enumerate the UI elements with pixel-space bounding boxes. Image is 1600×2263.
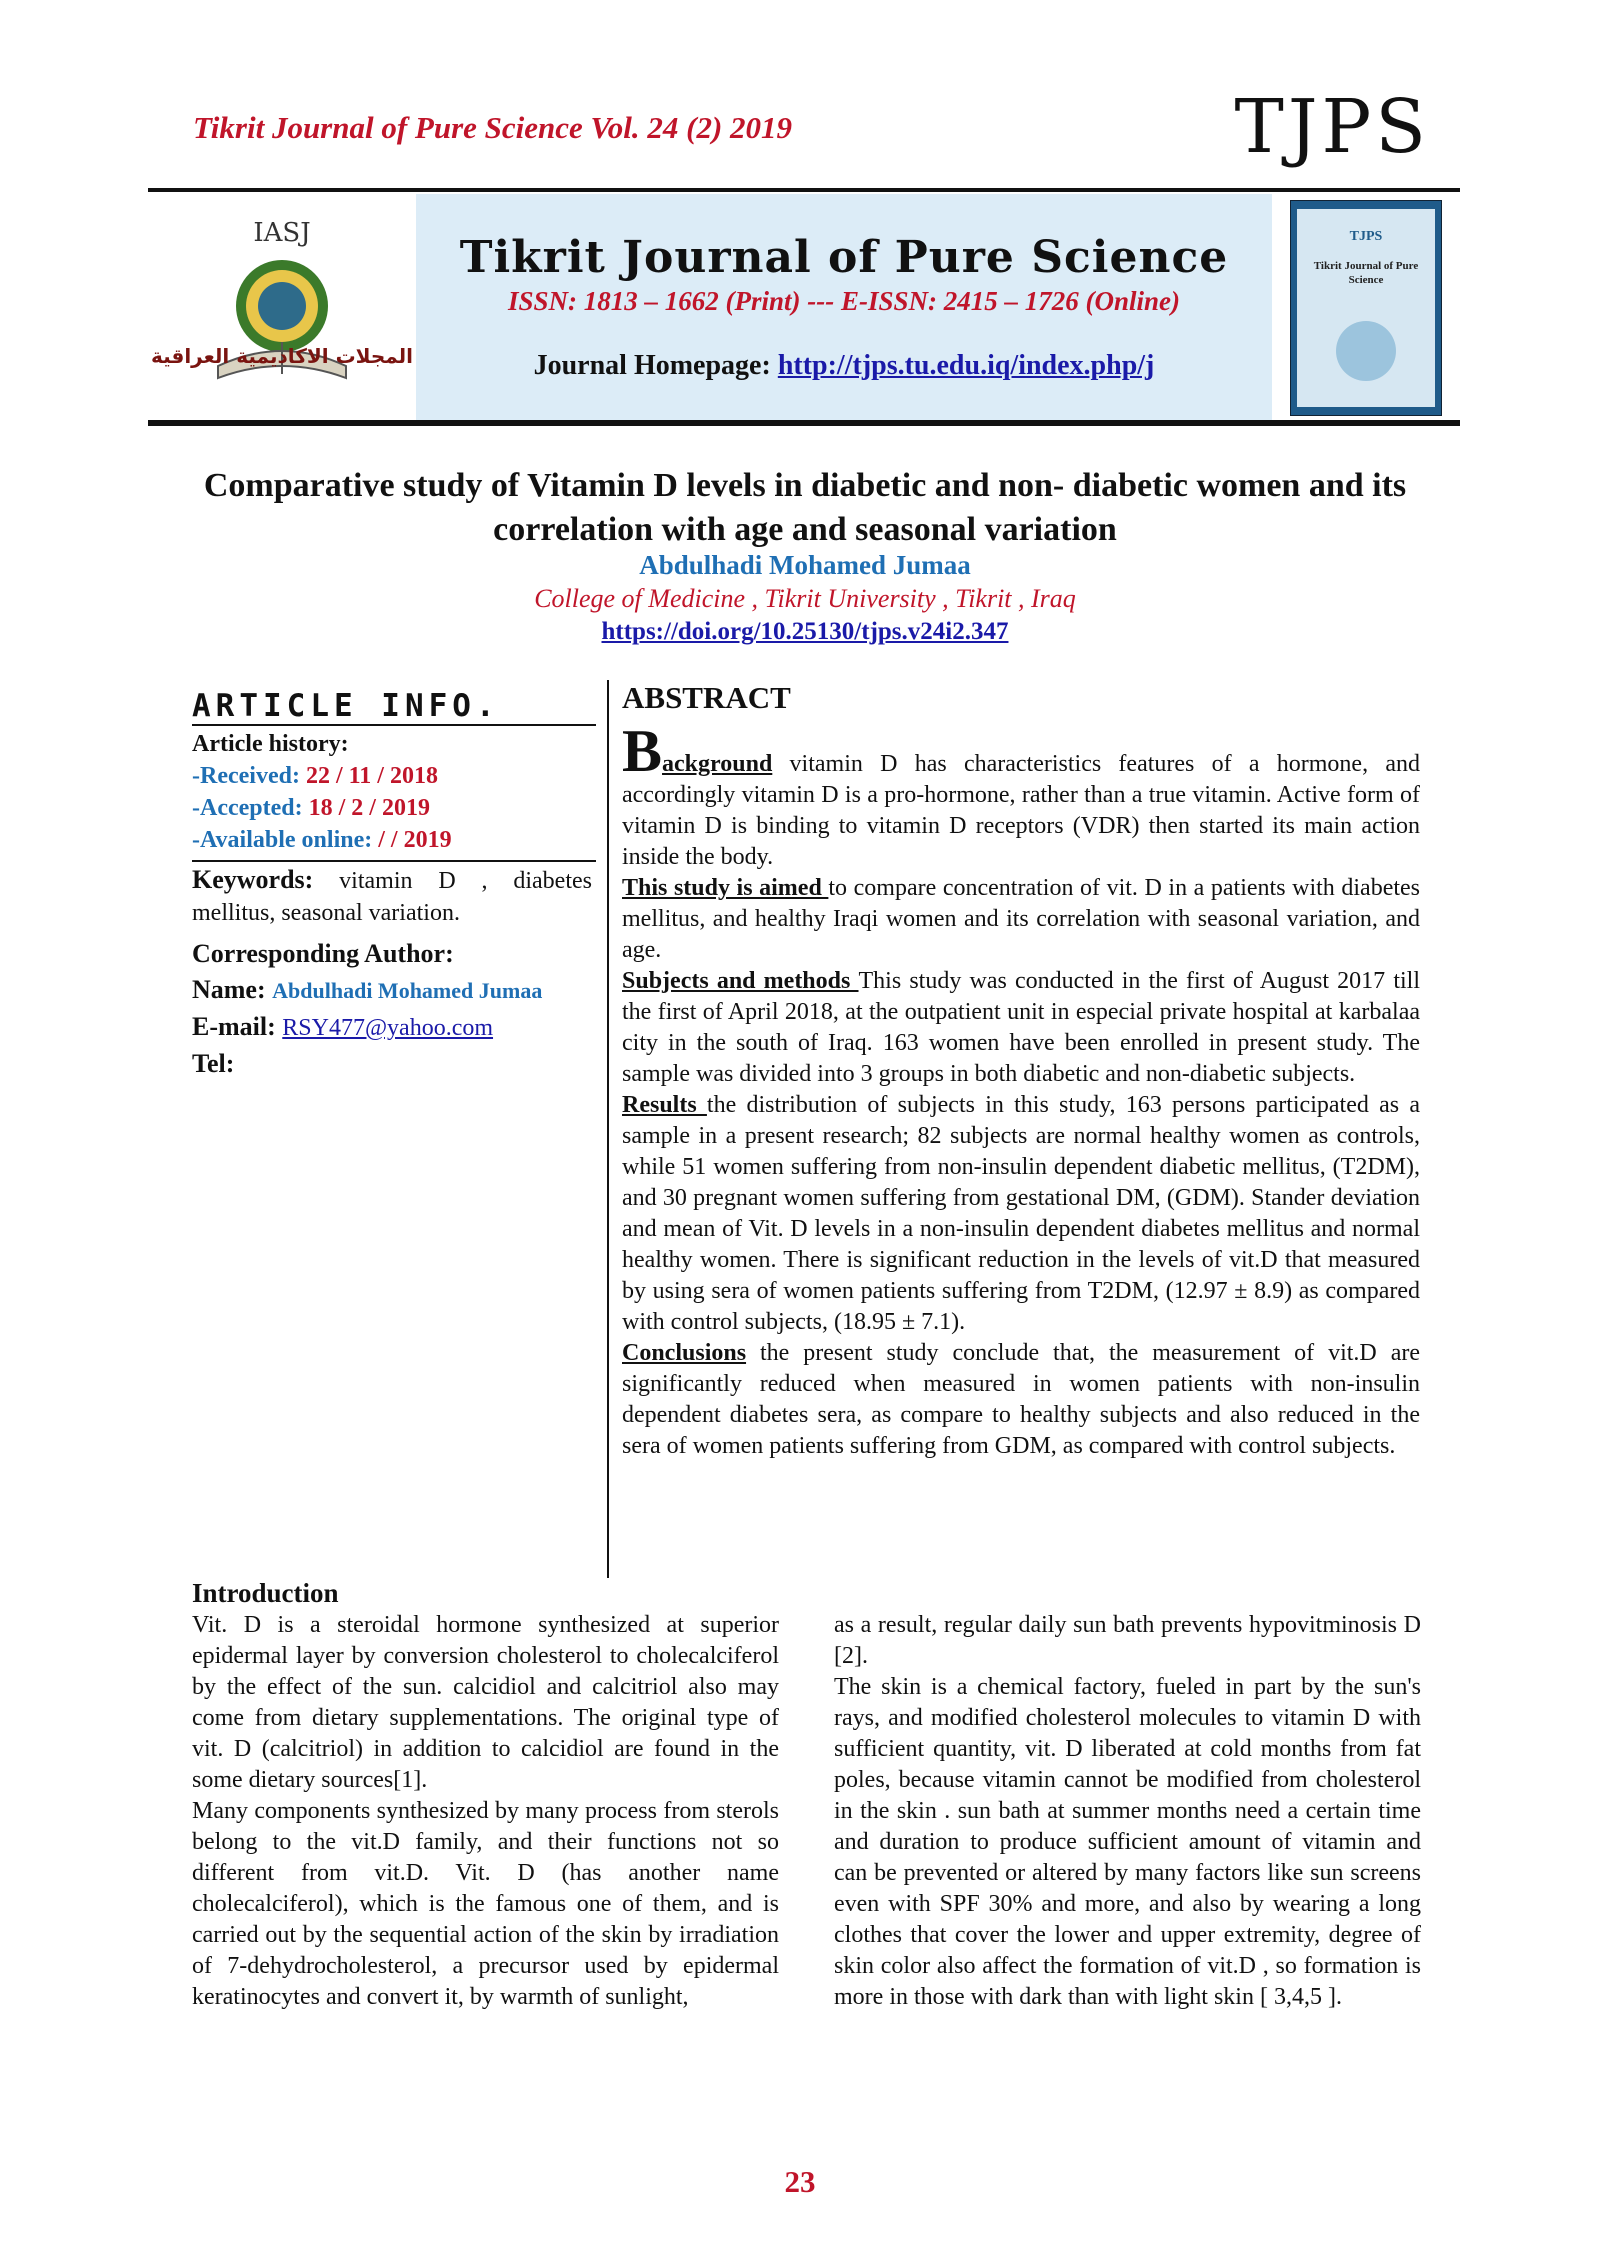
page-number: 23 [784, 2164, 816, 2199]
journal-abbrev: TJPS [1234, 84, 1430, 170]
corresponding-block [192, 936, 592, 1082]
iasj-label: IASJ [253, 218, 311, 248]
cover-abbrev: TJPS [1349, 229, 1383, 244]
intro-paragraph: The skin is a chemical factory, fueled in part by the sun's rays, and modified cholesterol molecules to vitamin D with sufficient quantity, vit. D liberated at cold months from fat poles, because vitamin cannot be modified from cholesterol in the skin . sun bath at summer months need a certain time and duration to produce sufficient amount of vitamin and can be prevented or altered by many factors like sun screens even with SPF 30% and more, and also by wearing a long clothes that cover the lower and upper extremity, degree of skin color also affect the formation of vit.D , so formation is more in those with dark than with light skin [ 3,4,5 ]. [834, 1674, 1421, 2010]
banner-journal-title: Tikrit Journal of Pure Science [459, 232, 1229, 283]
history-label: Article history: [192, 731, 349, 757]
banner-homepage [416, 350, 1272, 382]
conclusions-label: Conclusions [622, 1340, 747, 1366]
article-affiliation: College of Medicine , Tikrit University , Tikrit , Iraq [534, 584, 1076, 613]
column-divider [607, 680, 609, 1578]
intro-paragraph: as a result, regular daily sun bath prevents hypovitminosis D [2]. [834, 1612, 1421, 1669]
banner-issn: ISSN: 1813 – 1662 (Print) --- E-ISSN: 2415 – 1726 (Online) [507, 286, 1181, 316]
conclusions-text: the present study conclude that, the measurement of vit.D are significantly reduced when measured in women patients with non-insulin dependent diabetes sera, as compare to healthy subjects and also reduced in the sera of women patients suffering from GDM, as compared with control subjects. [622, 1340, 1420, 1459]
article-author: Abdulhadi Mohamed Jumaa [639, 550, 971, 580]
online-line: -Available online: / / 2019 [192, 827, 452, 853]
running-title: Tikrit Journal of Pure Science Vol. 24 (2) 2019 [193, 110, 793, 145]
background-label: ackground [662, 751, 773, 777]
keywords-label: Keywords: [192, 865, 314, 894]
name-line: Name: Abdulhadi Mohamed Jumaa [192, 975, 543, 1004]
iasj-arabic: المجلات الاكاديمية العراقية [150, 344, 414, 368]
intro-left-column [192, 1610, 779, 2013]
homepage-link[interactable]: http://tjps.tu.edu.iq/index.php/j [777, 350, 1155, 381]
email-line: E-mail: RSY477@yahoo.com [192, 1012, 494, 1041]
article-doi-link[interactable]: https://doi.org/10.25130/tjps.v24i2.347 [601, 618, 1009, 645]
tel-label: Tel: [192, 1049, 235, 1078]
iasj-logo [148, 194, 416, 420]
received-line: -Received: 22 / 11 / 2018 [192, 763, 438, 789]
results-text: the distribution of subjects in this study, 163 persons participated as a sample in a present research; 82 subjects are normal healthy women as controls, while 51 women suffering from non-insulin dependent diabetic mellitus, (T2DM), and 30 pregnant women suffering from gestational DM, (GDM). Stander deviation and mean of Vit. D levels in a non-insulin dependent diabetes mellitus and normal healthy women. There is significant reduction in the levels of vit.D that measured by using sera of women patients suffering from T2DM, (12.97 ± 8.9) as compared with control subjects, (18.95 ± 7.1). [622, 1092, 1420, 1335]
banner-top-rule [148, 188, 1460, 192]
abstract-heading: ABSTRACT [622, 680, 791, 715]
results-label: Results [622, 1092, 707, 1118]
intro-paragraph: Vit. D is a steroidal hormone synthesized at superior epidermal layer by conversion cholesterol to cholecalciferol by the effect of the sun. calcidiol and calcitriol also may come from dietary supplementations. The original type of vit. D (calcitriol) in addition to calcidiol are found in the some dietary sources[1]. [192, 1612, 779, 1793]
info-rule-1 [192, 724, 596, 726]
banner-bottom-rule [148, 420, 1460, 426]
article-title: Comparative study of Vitamin D levels in diabetic and non- diabetic women and its correlation with age and seasonal variation [203, 467, 1407, 548]
intro-right-column [834, 1610, 1421, 2013]
introduction-heading: Introduction [192, 1578, 339, 1608]
homepage-label: Journal Homepage: [533, 350, 771, 381]
methods-text: This study was conducted in the first of August 2017 till the first of April 2018, at the outpatient unit in especial private hospital at karbalaa city in the south of Iraq. 163 women have been enrolled in present study. The sample was divided into 3 groups in both diabetic and non-diabetic subjects. [622, 968, 1421, 1087]
journal-cover [1272, 194, 1460, 420]
keywords-text: vitamin D , diabetes mellitus, seasonal variation. [192, 868, 592, 926]
article-info-heading: ARTICLE INFO. [192, 688, 500, 724]
methods-label: Subjects and methods [622, 968, 859, 994]
intro-paragraph: Many components synthesized by many process from sterols belong to the vit.D family, and their functions not so different from vit.D. Vit. D (has another name cholecalciferol), which is the famous one of them, and is carried out by the sequential action of the skin by irradiation of 7-dehydrocholesterol, a precursor used by epidermal keratinocytes and convert it, by warmth of sunlight, [192, 1798, 779, 2010]
aim-text: to compare concentration of vit. D in a patients with diabetes mellitus, and healthy Iraqi women and its correlation with seasonal variation, and age. [622, 875, 1421, 963]
article-history [192, 728, 592, 856]
dropcap: B [622, 718, 663, 784]
cover-image-icon [1290, 200, 1442, 416]
background-text: vitamin D has characteristics features of a hormone, and accordingly vitamin D is a pro-hormone, rather than a true vitamin. Active form of vitamin D is binding to vitamin D receptors (VDR) then started its main action inside the body. [622, 751, 1420, 870]
corresponding-label: Corresponding Author: [192, 939, 454, 968]
aim-label: This study is aimed [622, 875, 829, 901]
accepted-line: -Accepted: 18 / 2 / 2019 [192, 795, 430, 821]
email-link[interactable]: RSY477@yahoo.com [282, 1015, 494, 1041]
info-rule-2 [192, 860, 596, 862]
iasj-emblem-icon [148, 244, 416, 404]
cover-title: Tikrit Journal of Pure Science [1313, 260, 1419, 286]
abstract-body [622, 718, 1421, 1462]
keywords-block [192, 864, 592, 929]
